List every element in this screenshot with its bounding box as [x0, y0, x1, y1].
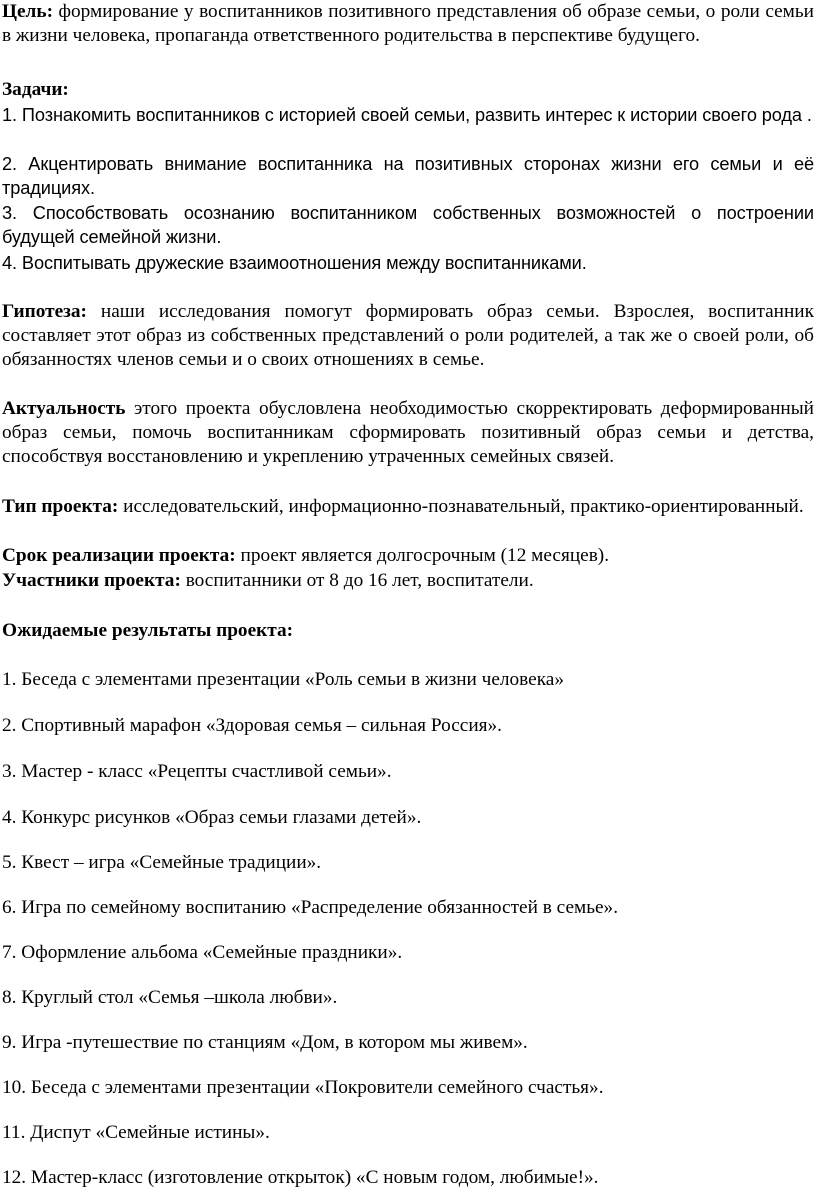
result-item: 8. Круглый стол «Семья –школа любви».: [2, 987, 338, 1008]
result-item: 5. Квест – игра «Семейные традиции».: [2, 852, 322, 873]
result-item: 12. Мастер-класс (изготовление открыток) «С новым годом, любимые!».: [2, 1167, 599, 1188]
project-type-paragraph: [2, 495, 814, 519]
goal-text: формирование у воспитанников позитивного представления об образе семьи, о роли семьи в жизни человека, пропаганда ответственного родительства в перспективе будущего.: [2, 1, 814, 47]
duration-text: проект является долгосрочным (12 месяцев).: [235, 545, 610, 566]
project-type-label: Тип проекта:: [2, 496, 119, 517]
task-item: 2. Акцентировать внимание воспитанника на позитивных сторонах жизни его семьи и её традициях.: [2, 154, 814, 199]
result-item: 9. Игра -путешествие по станциям «Дом, в котором мы живем».: [2, 1032, 528, 1053]
hypothesis-text: наши исследования помогут формировать образ семьи. Взрослея, воспитанник составляет этот образ из собственных представлений о роли родителей, а так же о своей роли, об обязанностях членов семьи и о своих отношениях в семье.: [2, 301, 814, 371]
goal-paragraph: [2, 0, 814, 48]
hypothesis-paragraph: [2, 300, 814, 373]
duration-label: Срок реализации проекта:: [2, 545, 236, 566]
relevance-text: этого проекта обусловлена необходимостью скорректировать деформированный образ семьи, помочь воспитанникам сформировать позитивный образ семьи и детства, способствуя восстановлению и укреплению утраченных семейных связей.: [2, 398, 814, 468]
result-item: 6. Игра по семейному воспитанию «Распределение обязанностей в семье».: [2, 897, 619, 918]
participants-text: воспитанники от 8 до 16 лет, воспитатели.: [180, 570, 534, 591]
result-item: 7. Оформление альбома «Семейные праздники».: [2, 942, 403, 963]
result-item: 11. Диспут «Семейные истины».: [2, 1122, 270, 1143]
goal-label: Цель:: [2, 1, 53, 22]
project-type-text: исследовательский, информационно-познавательный, практико-ориентированный.: [118, 496, 804, 517]
duration-paragraph: [2, 544, 814, 568]
hypothesis-label: Гипотеза:: [2, 301, 87, 322]
task-item: 4. Воспитывать дружеские взаимоотношения между воспитанниками.: [2, 253, 587, 273]
task-item: 1. Познакомить воспитанников с историей своей семьи, развить интерес к истории своего рода .: [2, 105, 812, 125]
result-item: 3. Мастер - класс «Рецепты счастливой семьи».: [2, 761, 392, 782]
relevance-paragraph: [2, 397, 814, 470]
tasks-heading: Задачи:: [2, 79, 69, 100]
participants-label: Участники проекта:: [2, 570, 181, 591]
result-item: 4. Конкурс рисунков «Образ семьи глазами детей».: [2, 807, 422, 828]
results-heading: Ожидаемые результаты проекта:: [2, 620, 294, 641]
participants-paragraph: [2, 569, 814, 593]
result-item: 1. Беседа с элементами презентации «Роль семьи в жизни человека»: [2, 669, 565, 690]
result-item: 2. Спортивный марафон «Здоровая семья – сильная Россия».: [2, 715, 502, 736]
task-item: 3. Способствовать осознанию воспитанником собственных возможностей о построении будущей семейной жизни.: [2, 203, 814, 248]
relevance-label: Актуальность: [2, 398, 126, 419]
result-item: 10. Беседа с элементами презентации «Покровители семейного счастья».: [2, 1077, 604, 1098]
